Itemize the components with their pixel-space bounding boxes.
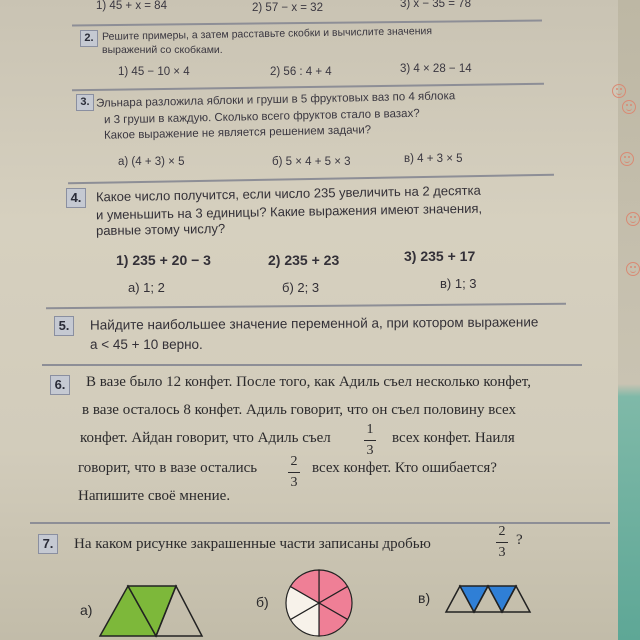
task3-option-a: а) (4 + 3) × 5 — [118, 156, 185, 168]
task4-text-line1: Какое число получится, если число 235 увеличить на 2 десятка — [95, 182, 481, 205]
fraction-one-third — [364, 422, 376, 459]
task4-expression2: 2) 235 + 23 — [268, 252, 340, 268]
fraction-two-thirds — [288, 454, 300, 491]
task5-text-line2: a < 45 + 10 верно. — [90, 337, 203, 352]
task4-text-line2: и уменьшить на 3 единицы? Какие выражения имеют значения, — [95, 200, 483, 223]
task-number: 2. — [80, 30, 98, 47]
separator — [72, 83, 544, 91]
figure-c-triangles — [442, 582, 542, 616]
task6-line2: в вазе осталось 8 конфет. Адиль говорит, что он съел половину всех — [82, 402, 516, 418]
figure-label-c: в) — [418, 590, 431, 606]
task-number: 5. — [54, 316, 74, 336]
smiley-icon — [622, 100, 636, 114]
task-number: 6. — [50, 375, 70, 395]
separator — [46, 303, 566, 309]
separator — [72, 20, 542, 26]
task6-line3-end: всех конфет. Наиля — [392, 430, 515, 446]
task4-expression3: 3) 235 + 17 — [404, 248, 476, 264]
fraction-denominator: 3 — [366, 443, 374, 458]
task4-answer-c: в) 1; 3 — [440, 276, 477, 291]
task6-line4-start: говорит, что в вазе остались — [78, 460, 258, 476]
task2-text-line2: выражений со скобками. — [102, 44, 223, 56]
figure-a-triangles — [96, 580, 206, 640]
question-mark: ? — [516, 532, 523, 548]
task5-text-line1: Найдите наибольшее значение переменной a, при котором выражение — [89, 314, 539, 333]
task-number: 7. — [38, 534, 58, 554]
separator — [30, 522, 610, 524]
fraction-numerator: 2 — [290, 454, 298, 469]
task6-line4-end: всех конфет. Кто ошибается? — [312, 460, 497, 476]
fraction-denominator: 3 — [290, 475, 298, 490]
task4-expression1: 1) 235 + 20 − 3 — [116, 252, 211, 268]
task6-line1: В вазе было 12 конфет. После того, как Адиль съел несколько конфет, — [86, 374, 531, 390]
task7-text: На каком рисунке закрашенные части записаны дробью — [74, 536, 431, 552]
top-equation-1: 1) 45 + x = 84 — [96, 0, 167, 12]
separator — [68, 174, 554, 184]
triangle-shaded — [460, 586, 488, 612]
task3-text-line2: и 3 груши в каждую. Сколько всего фруктов стало в вазах? — [103, 107, 420, 127]
task4-answer-b: б) 2; 3 — [282, 280, 320, 295]
task3-option-b: б) 5 × 4 + 5 × 3 — [272, 156, 351, 168]
top-equation-3: 3) x − 35 = 78 — [400, 0, 471, 10]
task2-option2: 2) 56 : 4 + 4 — [270, 66, 332, 78]
fraction-numerator: 2 — [498, 524, 506, 539]
triangle-shaded — [488, 586, 516, 612]
task3-text-line3: Какое выражение не является решением задачи? — [103, 124, 372, 142]
task-number: 3. — [76, 94, 94, 111]
task3-text-line1: Эльнара разложила яблоки и груши в 5 фруктовых ваз по 4 яблока — [95, 90, 456, 110]
separator — [42, 364, 582, 366]
fraction-numerator: 1 — [366, 422, 374, 437]
figure-b-circle — [282, 566, 356, 640]
smiley-icon — [626, 212, 640, 226]
figure-label-a: а) — [80, 602, 93, 618]
task6-line3-start: конфет. Айдан говорит, что Адиль съел — [80, 430, 331, 446]
top-equation-2: 2) 57 − x = 32 — [252, 2, 323, 14]
fraction-two-thirds — [496, 524, 508, 561]
task3-option-c: в) 4 + 3 × 5 — [404, 153, 463, 165]
smiley-icon — [620, 152, 634, 166]
task2-text-line1: Решите примеры, а затем расставьте скобки и вычислите значения — [101, 25, 433, 43]
task4-answer-a: а) 1; 2 — [128, 280, 165, 295]
task2-option3: 3) 4 × 28 − 14 — [400, 63, 472, 75]
figure-label-b: б) — [256, 594, 269, 610]
fraction-denominator: 3 — [498, 545, 506, 560]
smiley-icon — [612, 84, 626, 98]
task2-option1: 1) 45 − 10 × 4 — [118, 66, 190, 78]
task6-line5: Напишите своё мнение. — [78, 488, 231, 504]
task-number: 4. — [66, 188, 86, 208]
task4-text-line3: равные этому числу? — [95, 220, 226, 239]
smiley-icon — [626, 262, 640, 276]
